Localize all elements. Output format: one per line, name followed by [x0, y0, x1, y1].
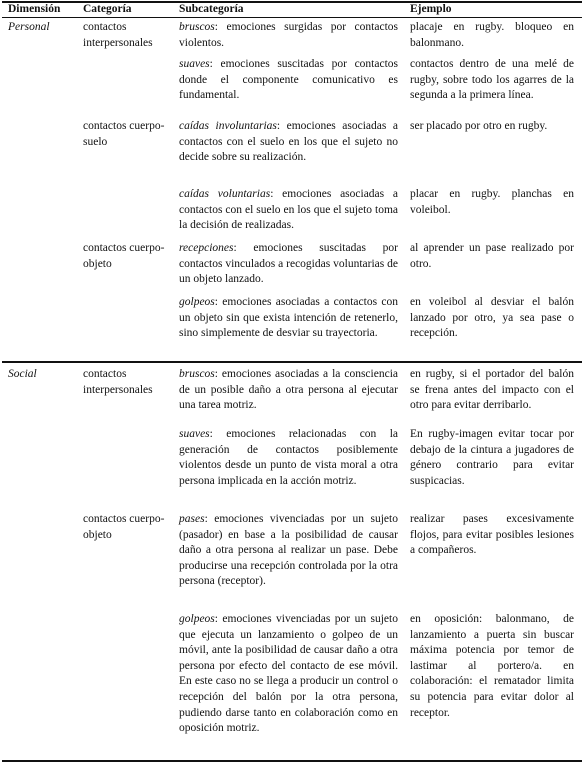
subcategory-term: pases [179, 513, 205, 525]
header-dimension: Dimensión [8, 3, 61, 15]
example-cell: ser placado por otro en rugby. [410, 120, 548, 132]
subcategory-cell [179, 187, 398, 234]
bottom-rule [2, 760, 582, 762]
subcategory-cell [179, 512, 398, 590]
subcategory-description: : emociones asociadas a la consciencia de un posible daño a otra persona al ejecutar una tarea motriz. [179, 368, 398, 412]
subcategory-term: recepciones [179, 242, 234, 254]
subcategory-description: : emociones suscitadas por contactos vinculados a recogidas voluntarias de un objeto lanzado. [179, 242, 398, 286]
category-personal-cuerpo-suelo: contactos cuerpo-suelo [83, 120, 165, 148]
subcategory-cell [179, 57, 398, 104]
subcategory-term: suaves [179, 58, 210, 70]
subcategory-description: : emociones surgidas por contactos violentos. [179, 21, 398, 49]
subcategory-term: golpeos [179, 613, 215, 625]
subcategory-description: : emociones vivenciadas por un sujeto (pasador) en base a la posibilidad de causar daño a otra persona al realizar un pase. Debe producirse una recepción controlada por la otra persona (receptor). [179, 513, 398, 588]
subcategory-description: : emociones asociadas a contactos con el suelo en los que el sujeto toma la decisión de realizadas. [179, 188, 399, 232]
subcategory-description: : emociones asociadas a contactos con un objeto sin que exista intención de retenerlo, sino simplemente de desviar su trayectoria. [179, 296, 398, 340]
section-divider-rule [2, 361, 582, 363]
header-category: Categoría [83, 3, 132, 15]
category-social-cuerpo-objeto: contactos cuerpo-objeto [83, 513, 165, 541]
subcategory-cell [179, 612, 398, 737]
header-example: Ejemplo [410, 3, 452, 15]
dimension-personal: Personal [8, 21, 50, 33]
subcategory-cell [179, 367, 398, 414]
subcategory-cell [179, 427, 398, 489]
subcategory-description: : emociones asociadas a contactos con el suelo en los que el sujeto no decide sobre su realización. [179, 120, 398, 164]
subcategory-term: suaves [179, 428, 210, 440]
subcategory-cell [179, 20, 398, 51]
subcategory-term: bruscos [179, 368, 215, 380]
example-cell: realizar pases excesivamente flojos, para evitar posibles lesiones a compañeros. [410, 513, 574, 557]
example-cell: placar en rugby. planchas en voleibol. [410, 188, 574, 216]
category-social-interpersonales: contactos interpersonales [83, 368, 153, 396]
example-cell: contactos dentro de una melé de rugby, sobre todo los agarres de la segunda a la primera línea. [410, 58, 574, 102]
subcategory-cell [179, 295, 398, 342]
subcategory-term: caídas involuntarias [179, 120, 277, 132]
example-cell: en voleibol al desviar el balón lanzado por otro, ya sea pase o recepción. [410, 296, 574, 340]
dimension-social: Social [8, 368, 37, 380]
subcategory-cell [179, 119, 398, 166]
example-cell: al aprender un pase realizado por otro. [410, 242, 574, 270]
subcategory-term: caídas voluntarias [179, 188, 271, 200]
example-cell: placaje en rugby. bloqueo en balonmano. [410, 21, 574, 49]
subcategory-description: : emociones vivenciadas por un sujeto que ejecuta un lanzamiento o golpeo de un móvil, ante la posibilidad de causar daño a otra persona por efecto del contacto de ese móvil. En este caso no se llega a producir un control o recepción del balón por la otra persona, pudiendo darse tanto en colaboración como en oposición motriz. [179, 613, 398, 735]
category-personal-cuerpo-objeto: contactos cuerpo-objeto [83, 242, 165, 270]
subcategory-description: : emociones suscitadas por contactos donde el componente comunicativo es fundamental. [179, 58, 398, 102]
category-personal-interpersonales: contactos interpersonales [83, 21, 153, 49]
example-cell: En rugby-imagen evitar tocar por debajo de la cintura a jugadores de género contrario para evitar suspicacias. [410, 428, 574, 487]
header-subcategory: Subcategoría [179, 3, 244, 15]
subcategory-cell [179, 241, 398, 288]
subcategory-term: bruscos [179, 21, 215, 33]
subcategory-description: : emociones relacionadas con la generación de contactos posiblemente violentos desde un punto de vista moral a otra persona implicada en la acción motriz. [179, 428, 398, 487]
header-rule [2, 17, 582, 18]
example-cell: en oposición: balonmano, de lanzamiento a puerta sin buscar máxima potencia por temor de lastimar al portero/a. en colaboración: el rematador limita su potencia para evitar dolor al receptor. [410, 613, 574, 719]
example-cell: en rugby, si el portador del balón se frena antes del impacto con el otro para evitar derribarlo. [410, 368, 574, 412]
subcategory-term: golpeos [179, 296, 215, 308]
